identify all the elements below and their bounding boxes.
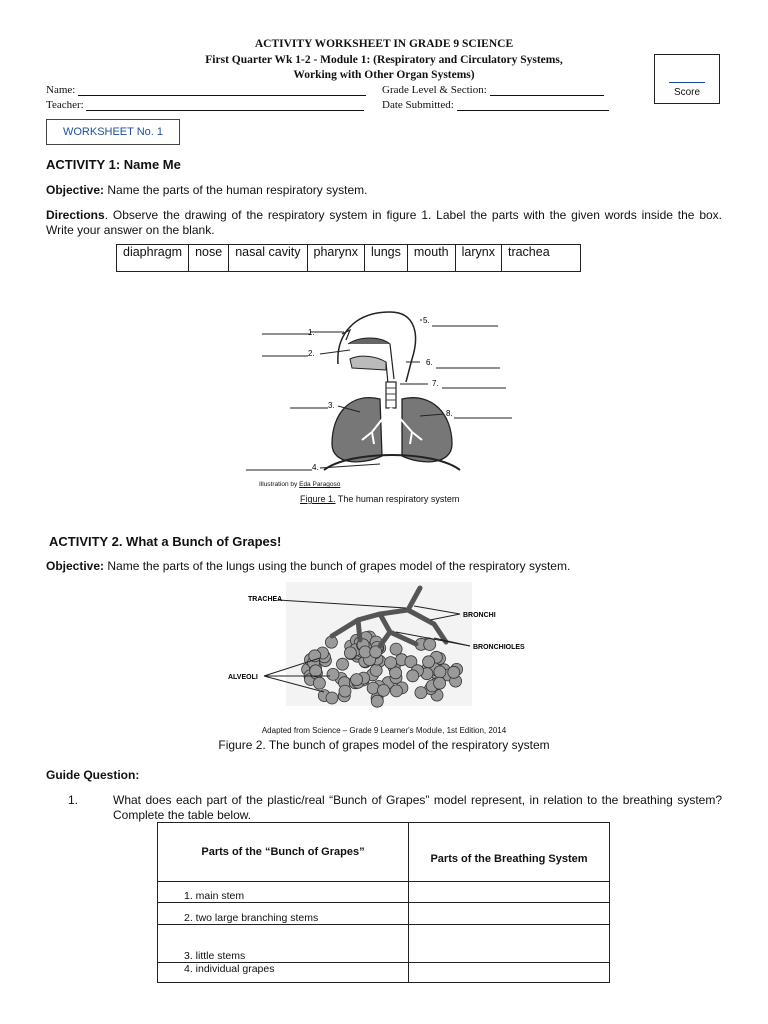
figure-number-5: 5. — [423, 316, 430, 325]
question-text: What does each part of the plastic/real “Bunch of Grapes” model represent, in relation to the breathing system? Complete the table below. — [113, 793, 722, 822]
figure-number-8: 8. — [446, 409, 453, 418]
figure1-caption-label: Figure 1. — [300, 494, 336, 504]
grape — [434, 666, 446, 678]
grape — [370, 664, 382, 676]
objective-label: Objective: — [46, 559, 105, 573]
nasal-cavity-shape — [348, 338, 390, 344]
figure1-caption-text: The human respiratory system — [335, 494, 460, 504]
grape — [424, 639, 436, 651]
word-bank-item: diaphragm — [117, 245, 189, 272]
teacher-label: Teacher: — [46, 99, 84, 111]
respiratory-system-figure — [240, 304, 520, 489]
figure2-source: Adapted from Science – Grade 9 Learner's Module, 1st Edition, 2014 — [261, 726, 507, 735]
grape — [423, 656, 435, 668]
grape — [326, 692, 338, 704]
table-row-label: 1. main stem — [158, 882, 409, 903]
worksheet-title: ACTIVITY WORKSHEET IN GRADE 9 SCIENCE — [254, 38, 514, 50]
answer-cell[interactable] — [409, 882, 610, 903]
grape — [378, 684, 390, 696]
directions-label: Directions — [46, 208, 105, 222]
answer-table — [157, 822, 610, 983]
grapes-model-figure — [220, 580, 540, 708]
worksheet-number-box: WORKSHEET No. 1 — [46, 119, 180, 145]
activity2-objective — [46, 559, 570, 574]
grade-blank[interactable] — [490, 85, 604, 96]
word-bank-item: nasal cavity — [229, 245, 307, 272]
grape — [390, 643, 402, 655]
word-bank-item: lungs — [364, 245, 407, 272]
figure1-credit — [259, 481, 340, 488]
teacher-blank[interactable] — [86, 100, 364, 111]
name-field[interactable] — [46, 84, 366, 96]
figure-number-2: 2. — [308, 349, 315, 358]
word-bank-item: pharynx — [307, 245, 364, 272]
grape — [339, 685, 351, 697]
date-label: Date Submitted: — [382, 99, 454, 111]
figure-number-7: 7. — [432, 379, 439, 388]
bronchi-label: BRONCHI — [463, 612, 496, 619]
grape — [351, 674, 363, 686]
activity1-directions — [46, 208, 722, 238]
date-blank[interactable] — [457, 100, 609, 111]
grape — [448, 666, 460, 678]
guide-question-title: Guide Question: — [46, 768, 140, 782]
grape — [367, 682, 379, 694]
question-number: 1. — [68, 793, 79, 807]
word-bank-item: nose — [189, 245, 229, 272]
word-bank-item: trachea — [501, 245, 580, 272]
figure-number-6: 6. — [426, 358, 433, 367]
name-label: Name: — [46, 84, 76, 96]
grape — [327, 668, 339, 680]
figure-number-3: 3. — [328, 401, 335, 410]
score-box[interactable] — [654, 54, 720, 104]
worksheet-subtitle-2: Working with Other Organ Systems) — [293, 69, 475, 81]
grape — [344, 647, 356, 659]
grape — [385, 657, 397, 669]
objective-text: Name the parts of the human respiratory system. — [104, 183, 368, 197]
grape — [337, 658, 349, 670]
word-bank-item: mouth — [407, 245, 455, 272]
figure2-caption: Figure 2. The bunch of grapes model of the respiratory system — [218, 738, 550, 752]
grape — [310, 665, 322, 677]
score-blank — [669, 82, 705, 83]
answer-cell[interactable] — [409, 925, 610, 963]
worksheet-subtitle: First Quarter Wk 1-2 - Module 1: (Respiratory and Circulatory Systems, — [205, 54, 563, 66]
figure1-caption — [300, 494, 459, 504]
grape — [415, 687, 427, 699]
mouth-shape — [350, 356, 386, 370]
table-row-label: 4. individual grapes — [158, 963, 409, 983]
grape — [313, 677, 325, 689]
objective-label: Objective: — [46, 183, 105, 197]
answer-cell[interactable] — [409, 963, 610, 983]
activity1-title: ACTIVITY 1: Name Me — [46, 157, 181, 172]
trachea-label: TRACHEA — [248, 596, 283, 603]
column-header-breathing: Parts of the Breathing System — [409, 823, 610, 882]
grade-field[interactable] — [382, 84, 604, 96]
directions-text: . Observe the drawing of the respiratory system in figure 1. Label the parts with the given words inside the box. Write your answer on the blank. — [46, 208, 722, 237]
head-outline — [338, 312, 416, 382]
grape — [434, 677, 446, 689]
word-bank — [116, 244, 581, 272]
grade-label: Grade Level & Section: — [382, 84, 487, 96]
column-header-grapes: Parts of the “Bunch of Grapes” — [158, 823, 409, 882]
trachea-shape — [386, 382, 396, 408]
objective-text: Name the parts of the lungs using the bunch of grapes model of the respiratory system. — [104, 559, 571, 573]
grape — [407, 670, 419, 682]
activity2-title: ACTIVITY 2. What a Bunch of Grapes! — [49, 534, 282, 549]
table-row-label: 2. two large branching stems — [158, 903, 409, 925]
pharynx-lines — [386, 344, 394, 384]
word-bank-item: larynx — [455, 245, 501, 272]
figure-number-1: 1. — [308, 328, 315, 337]
credit-name: Eda Paragoso — [299, 481, 341, 488]
figure-number-4: 4. — [312, 463, 319, 472]
score-label: Score — [673, 87, 701, 98]
grape — [390, 685, 402, 697]
grape — [371, 695, 383, 707]
answer-cell[interactable] — [409, 903, 610, 925]
table-row-label: 3. little stems — [158, 925, 409, 963]
leader-2 — [320, 350, 350, 354]
activity1-objective — [46, 183, 367, 198]
name-blank[interactable] — [78, 85, 366, 96]
date-field[interactable] — [382, 99, 609, 111]
bronchioles-label: BRONCHIOLES — [473, 644, 525, 651]
teacher-field[interactable] — [46, 99, 364, 111]
credit-prefix: Illustration by — [259, 481, 300, 488]
alveoli-label: ALVEOLI — [228, 674, 258, 681]
